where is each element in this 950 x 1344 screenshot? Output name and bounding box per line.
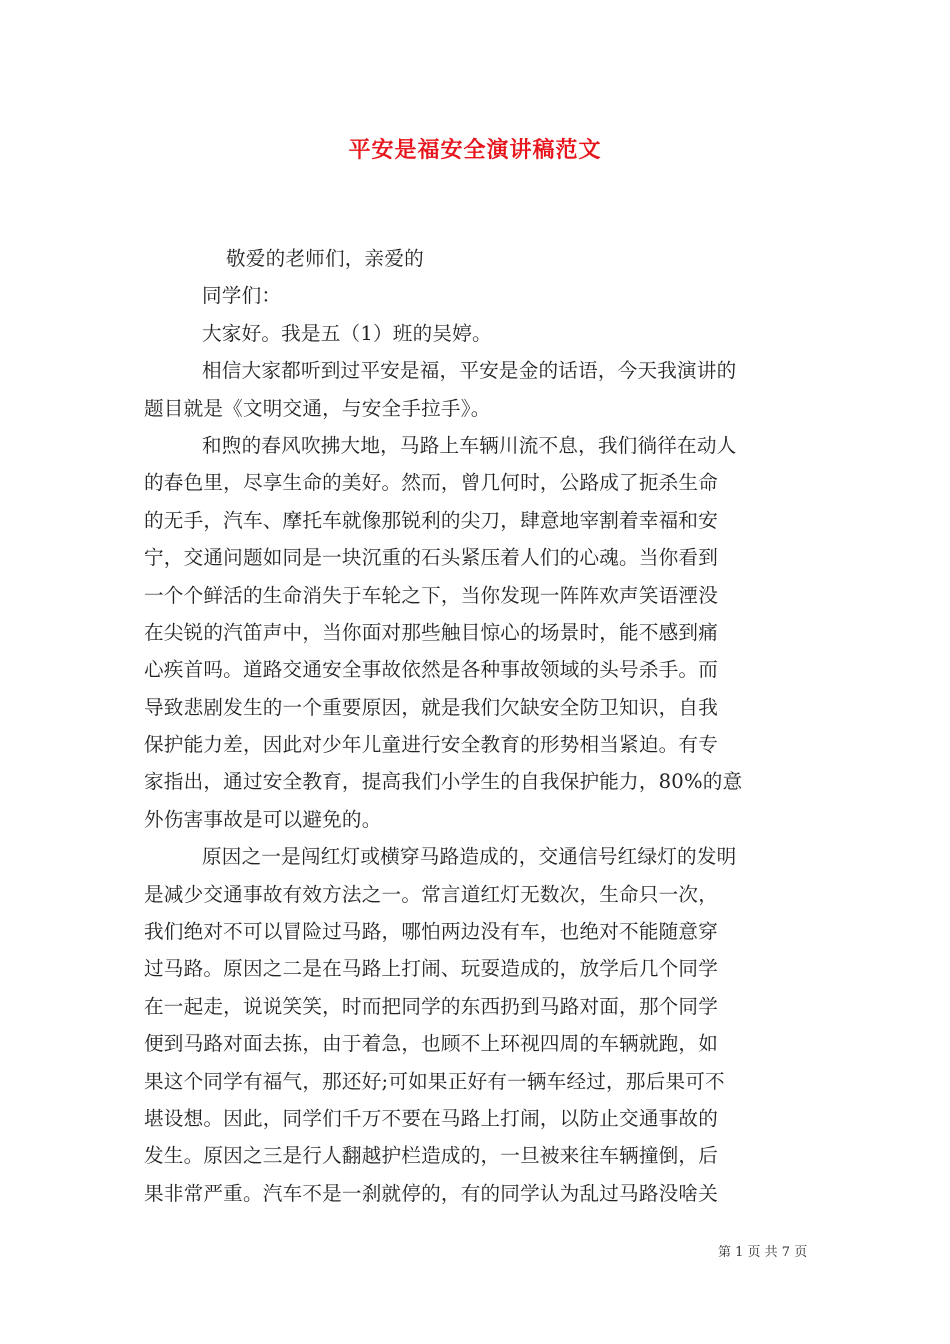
text-line: 敬爱的老师们，亲爱的 bbox=[226, 247, 424, 270]
document-title: 平安是福安全演讲稿范文 bbox=[348, 137, 602, 163]
text-line: 果非常严重。汽车不是一刹就停的，有的同学认为乱过马路没啥关 bbox=[144, 1181, 719, 1205]
text-line: 一个个鲜活的生命消失于车轮之下，当你发现一阵阵欢声笑语湮没 bbox=[144, 583, 719, 607]
text-line: 大家好。我是五（1）班的吴婷。 bbox=[202, 321, 492, 345]
text-line: 果这个同学有福气，那还好;可如果正好有一辆车经过，那后果可不 bbox=[144, 1069, 725, 1093]
document-body bbox=[144, 240, 808, 1212]
text-line: 导致悲剧发生的一个重要原因，就是我们欠缺安全防卫知识，自我 bbox=[144, 695, 719, 719]
text-line: 家指出，通过安全教育，提高我们小学生的自我保护能力，80%的意 bbox=[144, 770, 743, 794]
text-line: 和煦的春风吹拂大地，马路上车辆川流不息，我们徜徉在动人 bbox=[202, 433, 737, 457]
page-number: 第 1 页 共 7 页 bbox=[718, 1245, 808, 1260]
text-line: 在尖锐的汽笛声中，当你面对那些触目惊心的场景时，能不感到痛 bbox=[144, 620, 719, 644]
text-line: 相信大家都听到过平安是福，平安是金的话语，今天我演讲的 bbox=[202, 359, 737, 383]
text-line: 堪设想。因此，同学们千万不要在马路上打闹，以防止交通事故的 bbox=[144, 1106, 719, 1130]
text-line: 是减少交通事故有效方法之一。常言道红灯无数次，生命只一次， bbox=[144, 882, 719, 906]
text-line: 过马路。原因之二是在马路上打闹、玩耍造成的，放学后几个同学 bbox=[144, 957, 719, 981]
text-line: 我们绝对不可以冒险过马路，哪怕两边没有车，也绝对不能随意穿 bbox=[144, 920, 719, 944]
text-line: 题目就是《文明交通，与安全手拉手》。 bbox=[144, 396, 491, 420]
text-line: 的无手，汽车、摩托车就像那锐利的尖刀，肆意地宰割着幸福和安 bbox=[144, 508, 719, 532]
text-line: 同学们： bbox=[202, 284, 282, 308]
text-line: 外伤害事故是可以避免的。 bbox=[144, 807, 382, 831]
text-line: 便到马路对面去拣，由于着急，也顾不上环视四周的车辆就跑，如 bbox=[144, 1032, 719, 1056]
text-line: 原因之一是闯红灯或横穿马路造成的，交通信号红绿灯的发明 bbox=[202, 845, 737, 869]
text-line: 心疾首吗。道路交通安全事故依然是各种事故领域的头号杀手。而 bbox=[144, 658, 719, 682]
text-line: 宁，交通问题如同是一块沉重的石头紧压着人们的心魂。当你看到 bbox=[144, 546, 719, 570]
text-line: 保护能力差，因此对少年儿童进行安全教育的形势相当紧迫。有专 bbox=[144, 733, 719, 757]
text-line: 的春色里，尽享生命的美好。然而，曾几何时，公路成了扼杀生命 bbox=[144, 471, 719, 495]
text-line: 发生。原因之三是行人翻越护栏造成的，一旦被来往车辆撞倒，后 bbox=[144, 1144, 719, 1168]
text-line: 在一起走，说说笑笑，时而把同学的东西扔到马路对面，那个同学 bbox=[144, 994, 719, 1018]
